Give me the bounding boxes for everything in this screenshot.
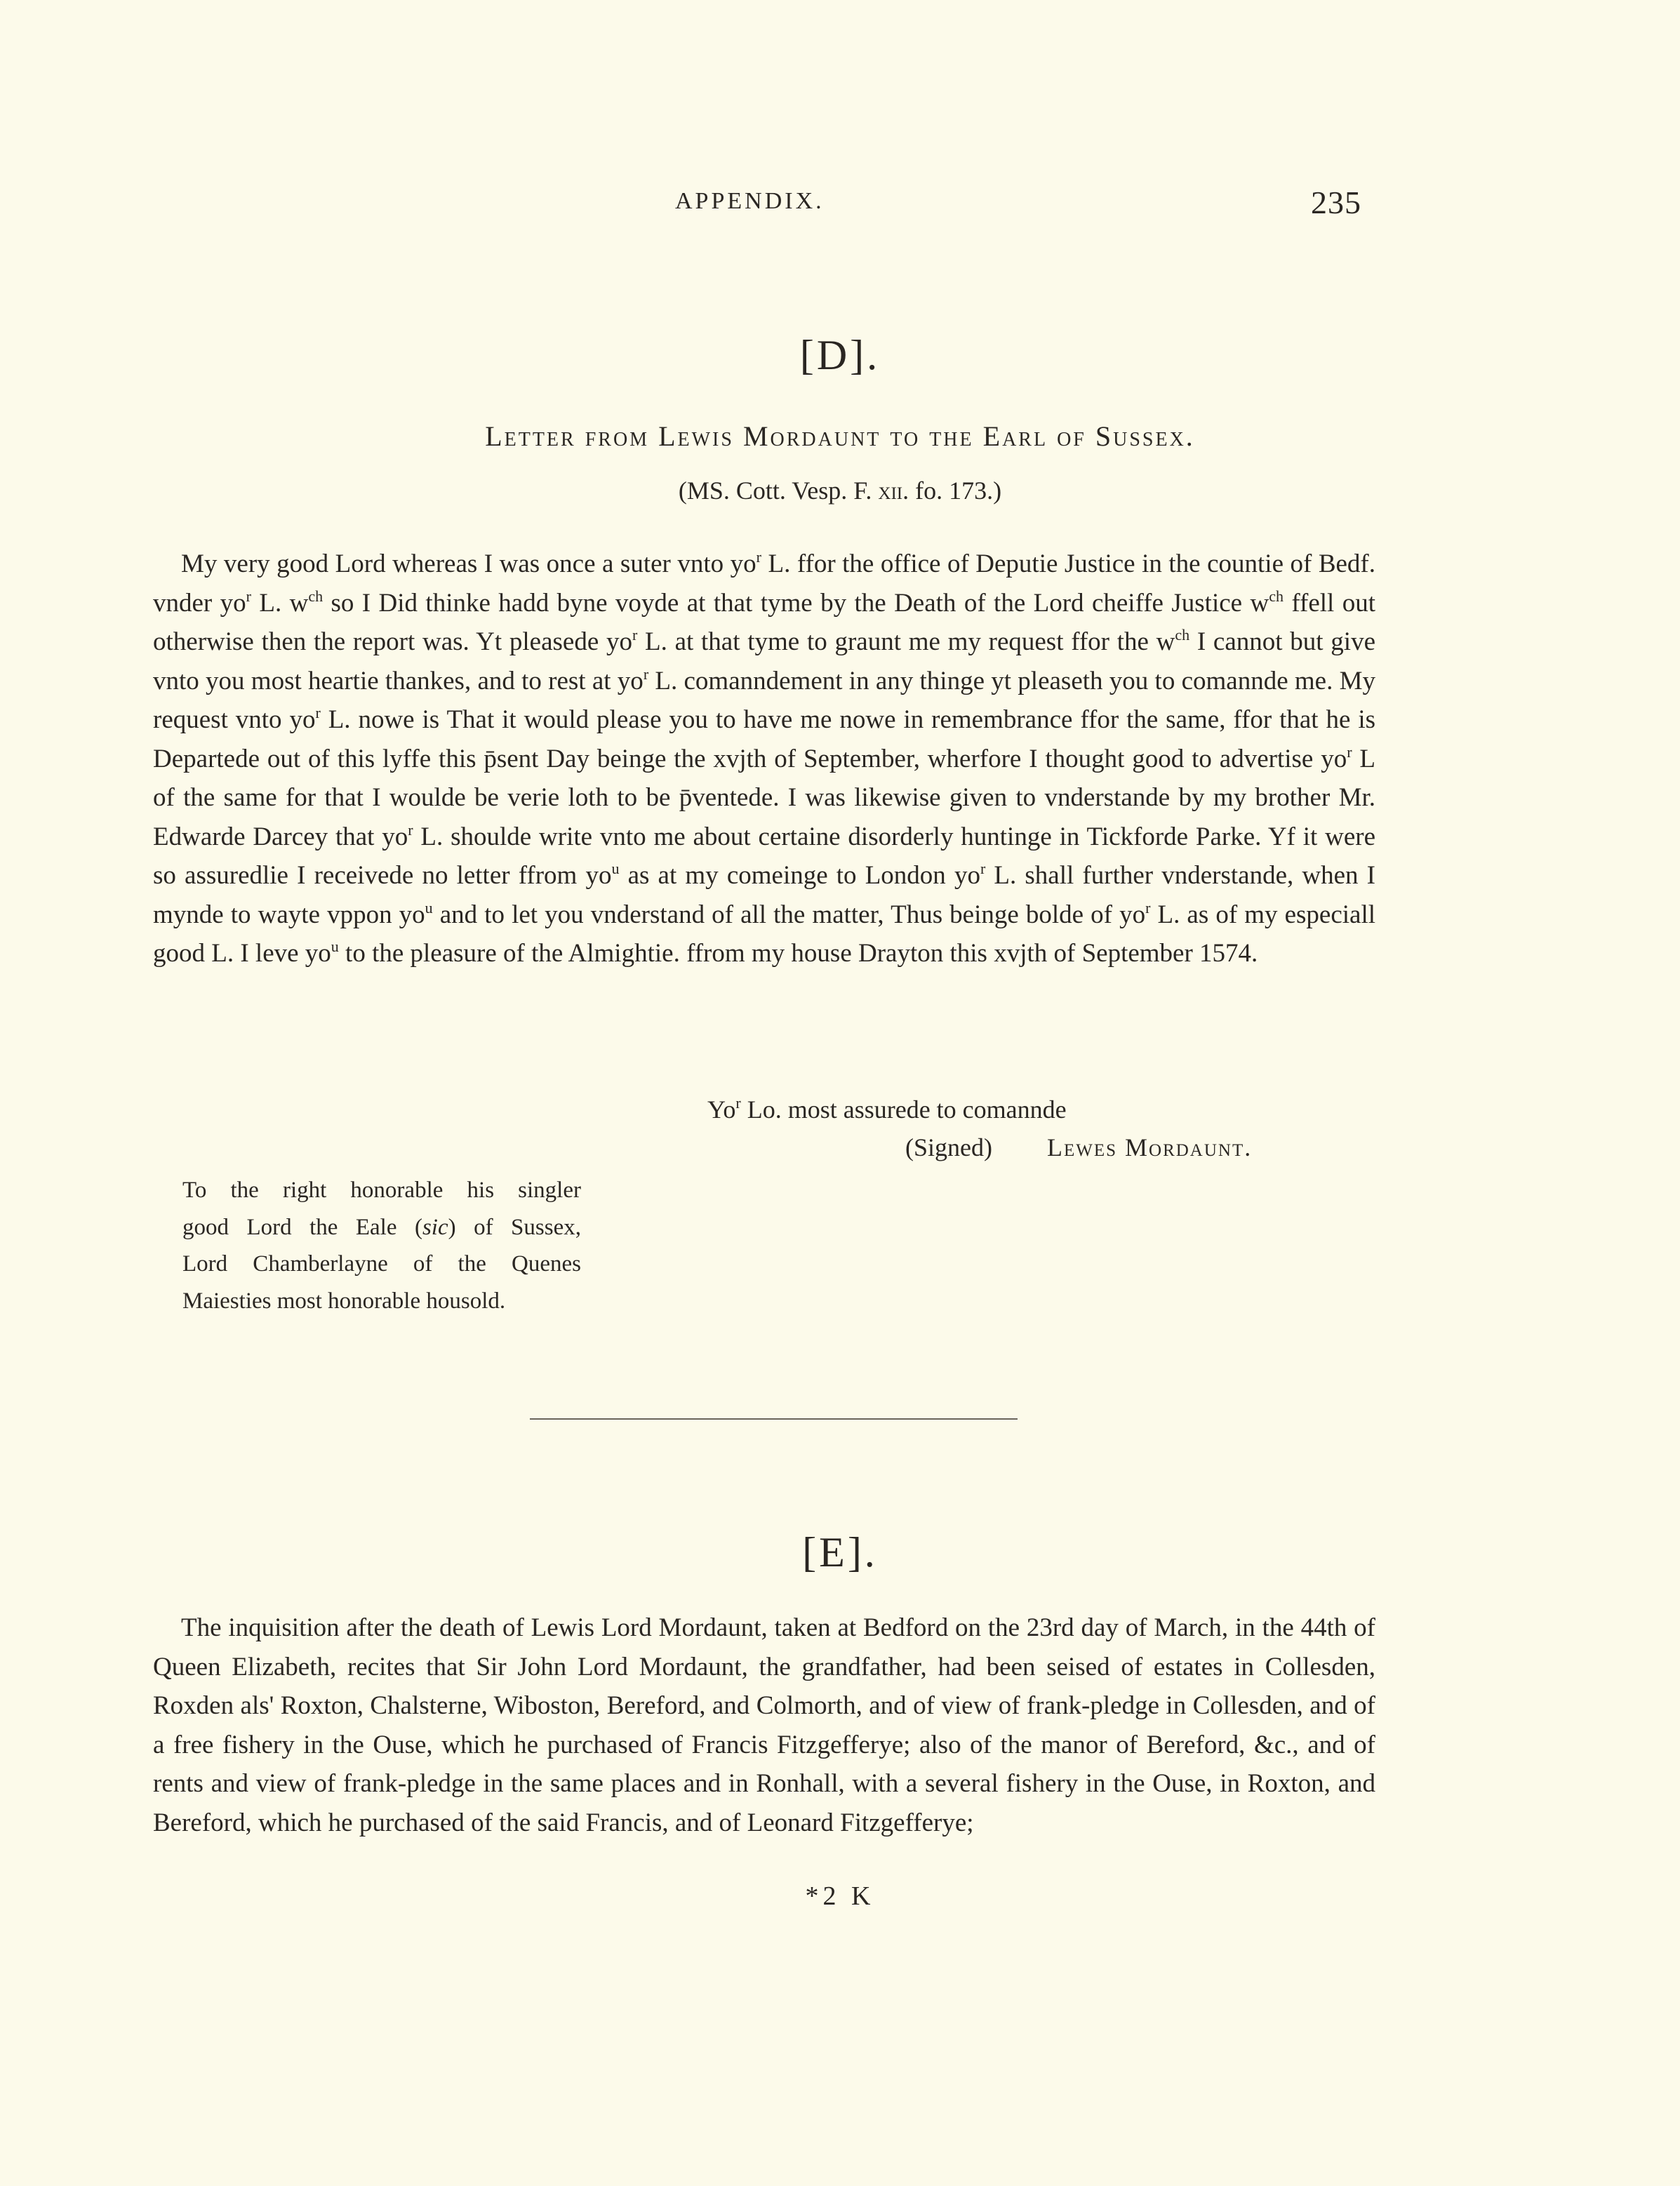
signatory-name: Lewes Mordaunt.: [1046, 1133, 1253, 1161]
superscript: u: [425, 898, 433, 917]
letter-closing: [707, 1095, 1067, 1124]
address-line: To the right honorable his singler: [182, 1178, 581, 1203]
running-head: [0, 184, 1680, 226]
superscript: r: [632, 626, 638, 644]
superscript: r: [315, 704, 321, 721]
address-line: Maiesties most honorable housold.: [182, 1288, 506, 1314]
letter-text: L. shoulde write vnto me about certaine disorderly huntinge in Tickforde Parke. Yf it were so assuredlie I receivede no letter ffrom yo: [153, 822, 1375, 890]
letter-text: L of the same for that I woulde be verie loth to be p̄ventede. I was likewise given to vnderstande by my brother Mr. Edwarde Darcey that yo: [153, 744, 1375, 851]
superscript: r: [735, 1094, 741, 1112]
superscript: ch: [1175, 626, 1190, 644]
signature-line: [905, 1133, 1252, 1162]
section-heading-d: [D].: [799, 332, 881, 378]
letter-text: so I Did thinke hadd byne voyde at that tyme by the Death of the Lord cheiffe Justice w: [323, 588, 1269, 618]
superscript: r: [246, 587, 251, 605]
letter-text: and to let you vnderstand of all the matter, Thus beinge bolde of yo: [432, 900, 1146, 929]
letter-body: [153, 545, 1375, 973]
superscript: u: [611, 860, 620, 877]
letter-text: L. ffor the office of Deputie Justice in the countie of Bedf. vnder yo: [153, 549, 1376, 618]
address-text: good Lord the Eale (: [182, 1214, 422, 1240]
superscript: r: [980, 860, 986, 877]
source-volume: xii.: [878, 476, 909, 505]
superscript: r: [643, 665, 649, 683]
letter-text: L. comanndement in any thinge yt pleaseth you to comannde me. My request vnto yo: [153, 666, 1375, 734]
letter-text: to the pleasure of the Almightie. ffrom my house Drayton this xvjth of September 1574.: [338, 939, 1258, 968]
letter-text: L. nowe is That it would please you to have me nowe in remembrance ffor the same, ffor that he is Departede out of this lyffe this p̄sent Day beinge the xvjth of September, wherfore I thought good to advertise yo: [153, 705, 1375, 773]
letter-text: L. w: [251, 588, 309, 618]
letter-text: My very good Lord whereas I was once a suter vnto yo: [181, 549, 756, 578]
letter-text: L. as of my especiall good L. I leve yo: [153, 900, 1376, 968]
signature-mark: [0, 1881, 1680, 1912]
superscript: r: [408, 820, 413, 839]
address-text: ) of Sussex,: [448, 1214, 581, 1240]
signed-label: (Signed): [905, 1133, 992, 1161]
signature-letter: K: [851, 1881, 875, 1911]
letter-text: as at my comeinge to London yo: [619, 861, 980, 890]
letter-text: ffell out otherwise then the report was. Yt pleasede yo: [153, 588, 1375, 656]
signature-prefix: *2: [805, 1881, 841, 1911]
source-suffix: fo. 173.): [915, 476, 1002, 505]
address-line: Lord Chamberlayne of the Quenes: [182, 1251, 581, 1277]
letter-title: Letter from Lewis Mordaunt to the Earl of Sussex.: [485, 420, 1195, 452]
superscript: r: [756, 548, 761, 566]
section-divider: [530, 1418, 1018, 1420]
letter-text: L. shall further vnderstande, when I mynde to wayte vppon yo: [153, 861, 1375, 929]
superscript: ch: [1269, 587, 1284, 605]
letter-address: [153, 1172, 581, 1319]
inquisition-paragraph: The inquisition after the death of Lewis Lord Mordaunt, taken at Bedford on the 23rd day of March, in the 44th of Queen Elizabeth, recites that Sir John Lord Mordaunt, the grandfather, had been seised of estates in Collesden, Roxden als' Roxton, Chalsterne, Wiboston, Bereford, and Colmorth, and of view of frank-pledge in Collesden, and of a free fishery in the Ouse, which he purchased of Francis Fitzgefferye; also of the manor of Bereford, &c., and of rents and view of frank-pledge in the same places and in Ronhall, with a several fishery in the Ouse, in Roxton, and Bereford, which he purchased of the said Francis, and of Leonard Fitzgefferye;: [153, 1613, 1375, 1837]
running-title: APPENDIX.: [675, 188, 825, 214]
superscript: ch: [308, 587, 324, 605]
superscript: r: [1145, 898, 1151, 917]
letter-text: I cannot but give vnto you most heartie thankes, and to rest at yo: [153, 627, 1375, 695]
closing-prefix: Yo: [707, 1095, 736, 1124]
superscript: u: [331, 938, 339, 955]
address-line: [153, 1209, 581, 1246]
page-number: 235: [1311, 185, 1361, 220]
closing-suffix: Lo. most assurede to comannde: [740, 1095, 1067, 1124]
letter-text: L. at that tyme to graunt me my request ffor the w: [637, 627, 1175, 656]
sic-mark: sic: [422, 1214, 448, 1240]
letter-source: [0, 476, 1680, 505]
source-prefix: (MS. Cott. Vesp. F.: [678, 476, 872, 505]
superscript: r: [1347, 742, 1352, 761]
section-heading-e: [E].: [802, 1529, 878, 1575]
